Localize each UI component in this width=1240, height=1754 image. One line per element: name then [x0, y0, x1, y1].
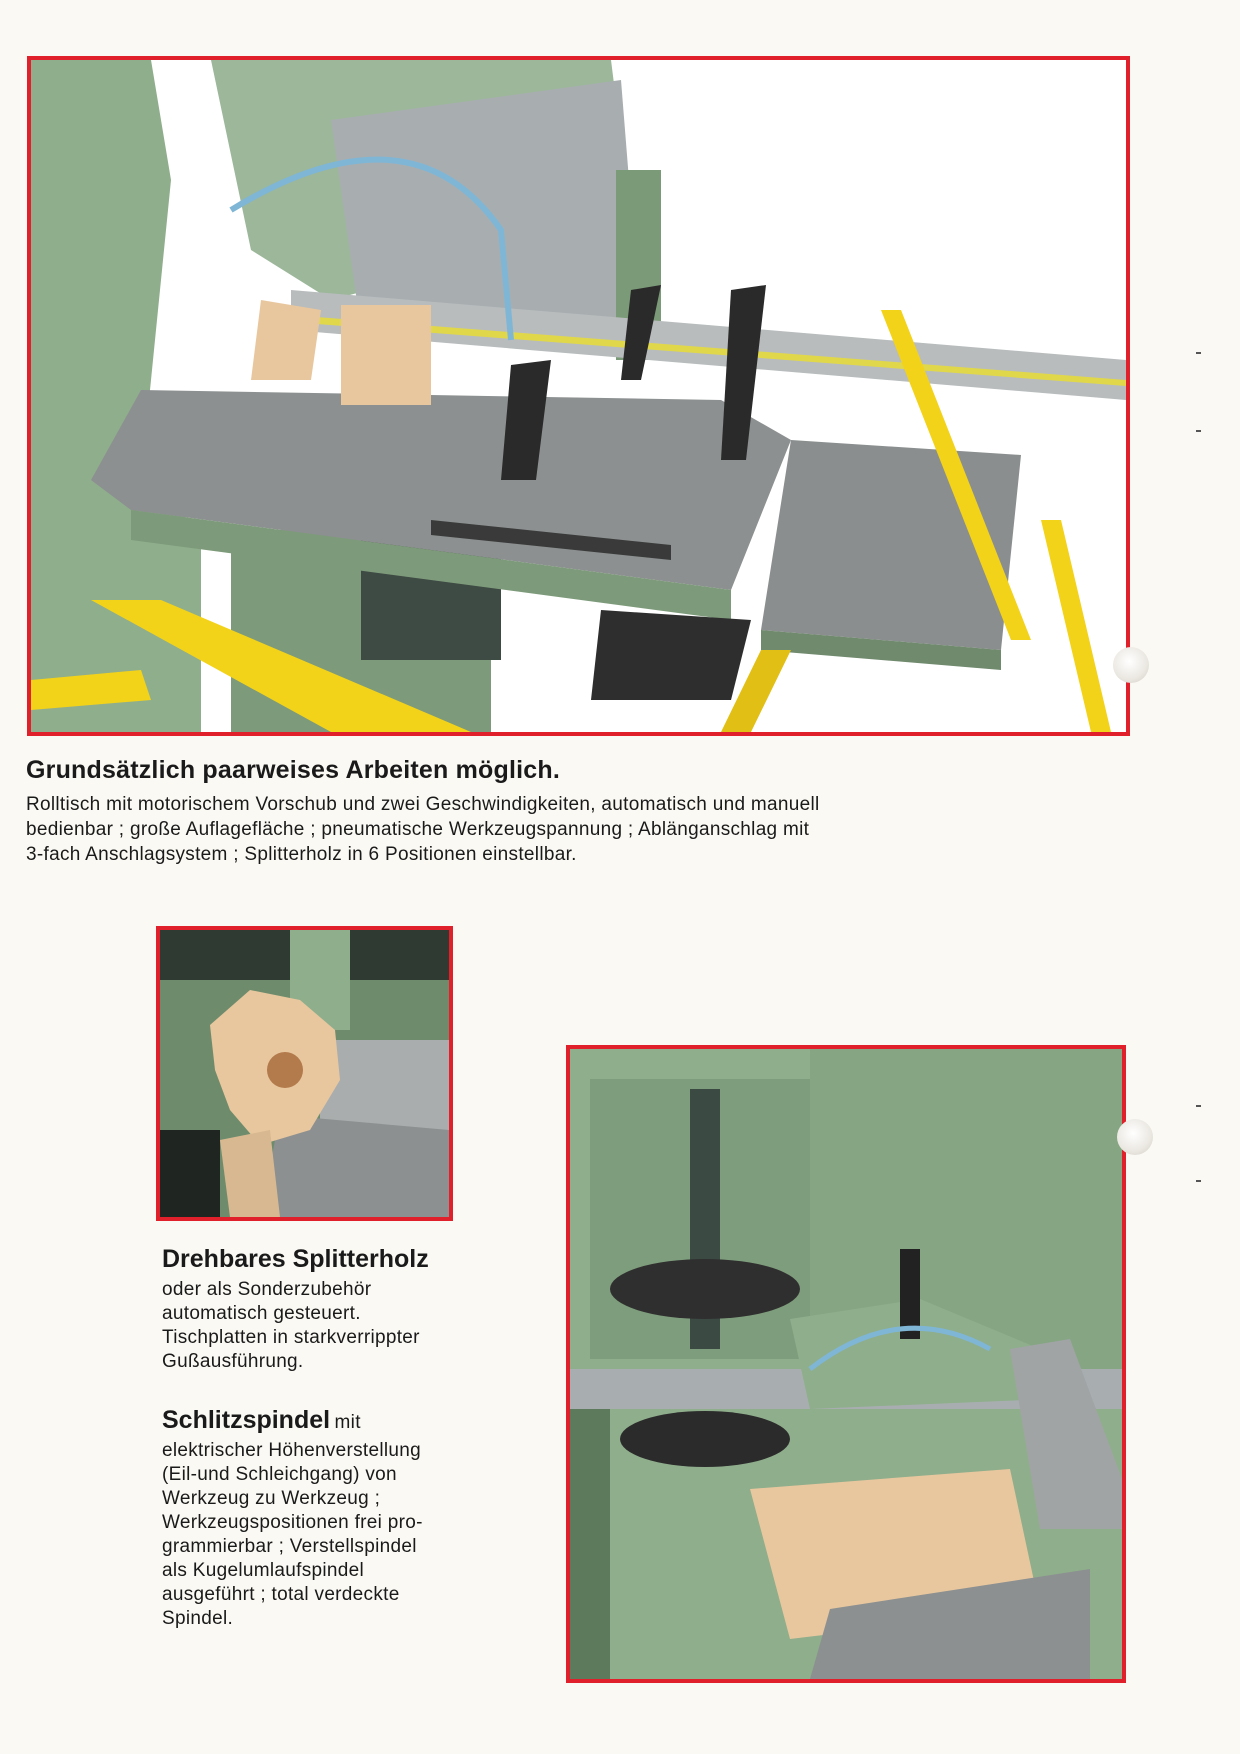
- main-description-line: 3-fach Anschlagsystem ; Splitterholz in 6 Positionen einstellbar.: [26, 844, 577, 865]
- margin-mark: [1196, 1105, 1201, 1107]
- splitter-wood-line: oder als Sonderzubehör: [162, 1279, 372, 1300]
- margin-mark: [1196, 430, 1201, 432]
- slotting-spindle-line: elektrischer Höhenverstellung: [162, 1440, 421, 1461]
- slotting-spindle-line: Werkzeugspositionen frei pro-: [162, 1512, 423, 1533]
- splitter-wood-section: [162, 1244, 562, 1374]
- photo-rolling-table: [27, 56, 1130, 736]
- splitter-wood-line: Tischplatten in starkverrippter: [162, 1327, 420, 1348]
- slotting-spindle-line: als Kugelumlaufspindel: [162, 1560, 364, 1581]
- slotting-spindle-heading-suffix: mit: [334, 1412, 361, 1433]
- main-heading: Grundsätzlich paarweises Arbeiten möglich.: [26, 756, 560, 784]
- splitter-wood-line: automatisch gesteuert.: [162, 1303, 361, 1324]
- photo-splitter-wood-illustration: [160, 930, 449, 1217]
- photo-slotting-spindle: [566, 1045, 1126, 1683]
- margin-mark: [1196, 352, 1201, 354]
- main-description-line: bedienbar ; große Auflagefläche ; pneumatische Werkzeugspannung ; Ablänganschlag mit: [26, 819, 810, 840]
- main-description: [26, 792, 1126, 867]
- slotting-spindle-line: Spindel.: [162, 1608, 234, 1629]
- punch-hole: [1113, 647, 1149, 683]
- slotting-spindle-section: [162, 1405, 562, 1631]
- slotting-spindle-heading: Schlitzspindel: [162, 1406, 331, 1434]
- slotting-spindle-line: grammierbar ; Verstellspindel: [162, 1536, 417, 1557]
- slotting-spindle-line: ausgeführt ; total verdeckte: [162, 1584, 400, 1605]
- main-description-line: Rolltisch mit motorischem Vorschub und zwei Geschwindigkeiten, automatisch und manuell: [26, 794, 820, 815]
- splitter-wood-heading: Drehbares Splitterholz: [162, 1245, 429, 1273]
- margin-mark: [1196, 1180, 1201, 1182]
- photo-splitter-wood: [156, 926, 453, 1221]
- photo-rolling-table-illustration: [31, 60, 1126, 732]
- punch-hole: [1117, 1119, 1153, 1155]
- photo-slotting-spindle-illustration: [570, 1049, 1122, 1679]
- slotting-spindle-line: Werkzeug zu Werkzeug ;: [162, 1488, 381, 1509]
- slotting-spindle-line: (Eil-und Schleichgang) von: [162, 1464, 397, 1485]
- splitter-wood-line: Gußausführung.: [162, 1351, 304, 1372]
